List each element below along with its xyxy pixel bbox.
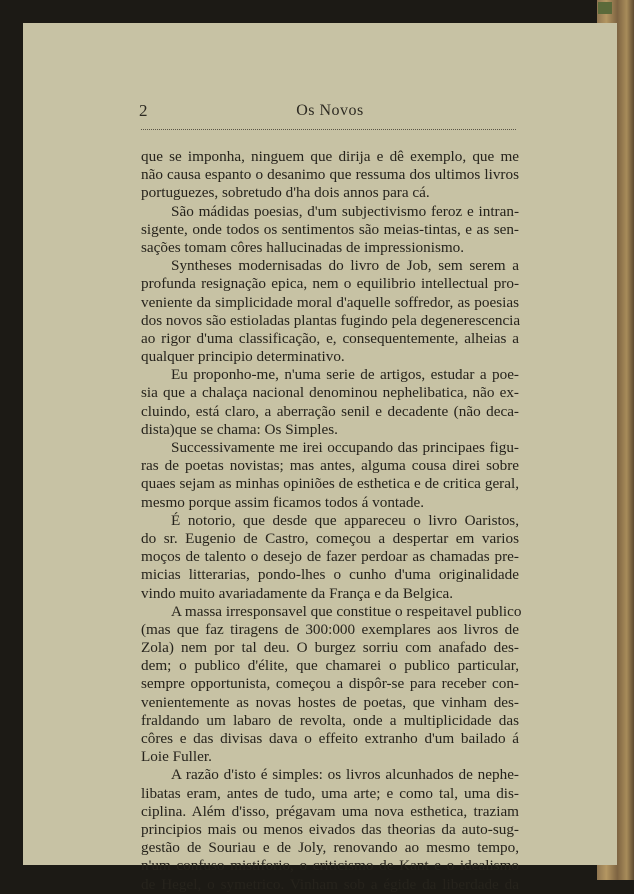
text-line: dem; o publico d'élite, que chamarei o publico particular, [141, 657, 519, 675]
header-rule [141, 129, 516, 130]
text-line: qualquer principio determinativo. [141, 348, 345, 366]
text-line: que se imponha, ninguem que dirija e dê exemplo, que me [141, 148, 519, 165]
text-line: vindo muito avariadamente da França e da Belgica. [141, 584, 454, 602]
text-line: sia que a chalaça nacional denominou nephelibatica, não ex- [141, 384, 519, 402]
text-line: profunda resignação epica, nem o equilibrio intellectual pro- [141, 275, 519, 293]
page-number: 2 [139, 101, 148, 120]
text-line: sações tomam côres hallucinadas de impressionismo. [141, 238, 465, 256]
text-line: ciplina. Além d'isso, prégavam uma nova esthetica, traziam [141, 802, 519, 820]
body-text [141, 148, 522, 894]
text-line: cluindo, está claro, a aberração senil e decadente (não deca- [141, 402, 519, 420]
text-line: moços de talento o desejo de fazer perdoar as chamadas pre- [141, 548, 519, 566]
text-line: gestão de Souriau e de Joly, renovando ao mesmo tempo, [141, 839, 519, 857]
text-line: ao rigor d'uma classificação, e, consequentemente, alheias a [141, 329, 519, 347]
corner-mark [598, 2, 612, 14]
text-line: dista)que se chama: Os Simples. [141, 420, 338, 438]
text-line: São mádidas poesias, d'um subjectivismo feroz e intran- [171, 202, 519, 220]
text-line: do sr. Eugenio de Castro, começou a despertar em varios [141, 529, 519, 547]
text-line: micias litterarias, pondo-lhes o cunho d'uma originalidade [141, 566, 519, 584]
text-line: sigente, onde todos os sentimentos são meias-tintas, e as sen- [141, 220, 519, 238]
text-line: fraldando um labaro de revolta, onde a multiplicidade das [141, 711, 519, 729]
text-line: A razão d'isto é simples: os livros alcunhados de nephe- [171, 766, 519, 784]
text-line: ras de poetas novistas; mas antes, alguma cousa direi sobre [141, 457, 519, 475]
text-line: não causa espanto o desanimo que ressuma dos ultimos livros [141, 166, 519, 184]
text-line: sempre opportunista, começou a dispôr-se para receber con- [141, 675, 519, 693]
text-line: quaes sejam as minhas opiniões de esthetica e de critica geral, [141, 475, 519, 493]
text-line: venientemente as novas hostes de poetas, que vinham des- [141, 693, 519, 711]
text-line: Syntheses modernisadas do livro de Job, sem serem a [171, 257, 519, 275]
text-line: libatas eram, antes de tudo, uma arte; e como tal, uma dis- [141, 784, 519, 802]
text-line: de Hegel, o symetrico. Vinham sob a égide da liberdade da [141, 875, 519, 893]
text-line: côres e das divisas dava o effeito extranho d'um bailado á [141, 730, 519, 747]
text-line: portuguezes, sobretudo d'ha dois annos para cá. [141, 184, 430, 202]
text-line: Zola) nem por tal deu. O burgez sorriu com anafado des- [141, 639, 519, 657]
text-line: É notorio, que desde que appareceu o livro Oaristos, [171, 511, 519, 529]
text-line: Loie Fuller. [141, 748, 212, 766]
text-line: n'um confuso mistiforio, o criticismo de Kant e o idealismo [141, 857, 519, 875]
text-line: veniente da simplicidade moral d'aquelle soffredor, as poesias [141, 293, 519, 311]
text-line: Eu proponho-me, n'uma serie de artigos, estudar a poe- [171, 366, 519, 384]
text-line: Successivamente me irei occupando das principaes figu- [171, 439, 519, 456]
text-line: dos novos são estioladas plantas fugindo pela degenerescencia [141, 311, 521, 329]
text-line: mesmo porque assim ficamos todos á vontade. [141, 493, 425, 511]
text-line: principios mais ou menos eivados das theorias da auto-sug- [141, 820, 519, 838]
running-head: Os Novos [296, 102, 364, 119]
text-line: (mas que faz tiragens de 300:000 exemplares aos livros de [141, 620, 519, 638]
text-line: A massa irresponsavel que constitue o respeitavel publico [171, 602, 522, 620]
